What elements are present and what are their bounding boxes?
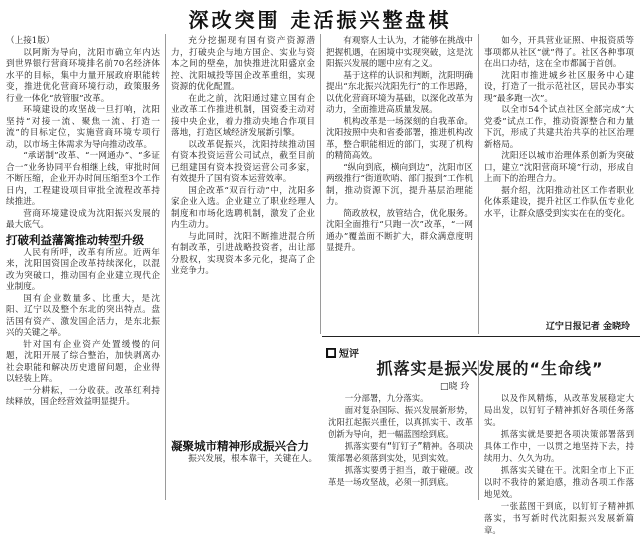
- page-headline: 深改突围 走活振兴整盘棋: [188, 8, 452, 32]
- article-column-1: [6, 36, 160, 500]
- column-divider: [165, 34, 166, 500]
- body-paragraph: 沈阳市推进城乡社区服务中心建设，打造了一批示范社区，居民办事实现“最多跑一次”。: [484, 70, 634, 104]
- body-paragraph: 以全市54个试点社区全部完成“大党委”试点工作，推动资源整合和力量下沉，形成了共建共治共享的社区治理新格局。: [484, 105, 634, 150]
- body-paragraph: 环境建设的攻坚战一旦打响，沈阳坚持“对接一流、聚焦一流、打造一流”的目标定位，实施营商环境专项行动，以市场主体需求为导向推动改革。: [6, 105, 160, 150]
- body-paragraph: 简政放权，放管结合，优化服务。沈阳全面推行“只跑一次”改革，“一网通办”覆盖面不断扩大，群众满意度明显提升。: [326, 208, 473, 253]
- body-paragraph: 一分耕耘，一分收获。改革红利持续释放，国企经营效益明显提升。: [6, 385, 160, 407]
- body-paragraph: 面对复杂国际、振兴发展新形势，沈阳扛起振兴重任，以真抓实干、改革创新为导向，把一幅蓝图绘到底。: [328, 405, 473, 439]
- body-paragraph: 振兴发展，根本靠干，关键在人。: [188, 454, 318, 464]
- body-paragraph: 以改革促振兴，沈阳持续推动国有资本投资运营公司试点，截至目前已组建国有资本投资运营公司多家，有效提升了国有资本运营效率。: [171, 139, 315, 184]
- commentary-author: □晓 玲: [440, 382, 470, 392]
- article-column-4: [484, 36, 634, 318]
- article-column-3: [326, 36, 473, 332]
- body-paragraph: 与此同时，沈阳不断推进混合所有制改革，引进战略投资者，出让部分股权，实现资本多元化，提高了企业竞争力。: [171, 231, 315, 276]
- body-paragraph: 一分部署，九分落实。: [344, 393, 429, 403]
- body-paragraph: 据介绍，沈阳推动社区工作者职业化体系建设，提升社区工作队伍专业化水平，让群众感受到实实在在的变化。: [484, 185, 634, 219]
- commentary-tag-label: 短评: [339, 349, 359, 360]
- body-paragraph: 人民有所呼，改革有所应。近两年来，沈阳国资国企改革持续深化，以混改为突破口，推动国有企业建立现代企业制度。: [6, 247, 160, 292]
- body-paragraph: “承诺制”改革、“一网通办”、“多证合一”业务协同平台相继上线，审批时间不断压缩，企业开办时间压缩至3个工作日内，工程建设项目审批全流程改革持续推进。: [6, 151, 160, 207]
- body-paragraph: 以及作风精炼，从改革发展稳定大局出发，以钉钉子精神抓好各项任务落实。: [484, 393, 634, 427]
- body-paragraph: 国有企业数量多、比重大，是沈阳、辽宁以及整个东北的突出特点。盘活国有资产、激发国企活力，是东北振兴的关键之举。: [6, 293, 160, 338]
- body-paragraph: 抓落实要勇于担当，敢于碰硬。改革是一场攻坚战，必须一抓到底。: [328, 465, 473, 487]
- column-divider: [320, 34, 321, 334]
- body-paragraph: 抓落实要有“钉钉子”精神。各项决策部署必须落到实处，见到实效。: [328, 441, 473, 463]
- body-paragraph: 有观察人士认为，才能够在挑战中把握机遇，在困境中实现突破，这是沈阳振兴发展的题中应有之义。: [326, 36, 473, 69]
- reporter-byline: 辽宁日报记者 金晓玲: [545, 322, 630, 332]
- body-paragraph: 在此之前，沈阳通过建立国有企业改革工作推进机制，国资委主动对接中央企业，着力推动央地合作项目落地，打造区域经济发展新引擎。: [171, 93, 315, 138]
- body-paragraph: 针对国有企业资产处置缓慢的问题，沈阳开展了综合整治，加快剥离办社会职能和解决历史遗留问题，企业得以轻装上阵。: [6, 339, 160, 384]
- commentary-title: 抓落实是振兴发展的“生命线”: [376, 359, 604, 378]
- commentary-column-right: [484, 392, 634, 535]
- body-paragraph: 机构改革是一场深刻的自我革命。沈阳按照中央和省委部署，推进机构改革，整合职能相近的部门，实现了机构的精简高效。: [326, 116, 473, 161]
- section-rule: [322, 336, 640, 337]
- body-paragraph: 基于这样的认识和判断，沈阳明确提出“东北振兴沈阳先行”的工作思路，以优化营商环境为基础，以深化改革为动力，全面推进高质量发展。: [326, 70, 473, 115]
- body-paragraph: 沈阳还以城市治理体系创新为突破口，建立“沈阳营商环境”行动，形成自上而下的治理合力。: [484, 151, 634, 184]
- continued-label: （上接1版）: [6, 36, 55, 46]
- article-column-2: [171, 36, 315, 500]
- body-paragraph: 国企改革“双百行动”中，沈阳多家企业入选。企业建立了职业经理人制度和市场化选聘机制，激发了企业内生动力。: [171, 185, 315, 230]
- body-paragraph: “纵向到底，横向到边”，沈阳市区两级推行“街道吹哨、部门报到”工作机制，推动资源下沉，提升基层治理能力。: [326, 162, 473, 207]
- column-divider: [478, 360, 479, 500]
- commentary-column-left: [328, 392, 473, 500]
- body-paragraph: 抓落实关键在干。沈阳全市上下正以时不我待的紧迫感，推动各项工作落地见效。: [484, 465, 634, 499]
- body-paragraph: 充分挖掘现有国有资产资源潜力，打破央企与地方国企、实业与资本之间的壁垒，加快推进沈阳盛京金控、沈阳城投等国企改革重组，实现资源的优化配置。: [171, 36, 315, 92]
- column-divider: [478, 34, 479, 334]
- body-paragraph: 营商环境建设成为沈阳振兴发展的最大底气。: [6, 208, 160, 230]
- section-subhead: 打破利益藩篱推动转型升级: [6, 232, 144, 247]
- square-bullet-icon: ■: [327, 347, 335, 357]
- body-paragraph: 抓落实就是要把各项决策部署落到具体工作中，一以贯之地坚持下去，持续用力、久久为功。: [484, 429, 634, 463]
- article-column-2-bottom: [171, 438, 320, 500]
- commentary-tag: [326, 345, 359, 360]
- body-paragraph: 如今，开具营业证照、申报资质等事项都从社区“就”得了。社区各种事项在出口办结，这在全市都属于首创。: [484, 36, 634, 69]
- body-paragraph: 一张蓝图干到底，以钉钉子精神抓落实，书写新时代沈阳振兴发展新篇章。: [484, 501, 634, 535]
- body-paragraph: 以阿斯为导向，沈阳市确立年内达到世界银行营商环境排名前70名经济体水平的目标，集中力量开展政府职能转变，推进优化营商环境行动，政策服务行业一体化“放管服”改革。: [6, 47, 160, 104]
- section-subhead: 凝聚城市精神形成振兴合力: [171, 439, 309, 453]
